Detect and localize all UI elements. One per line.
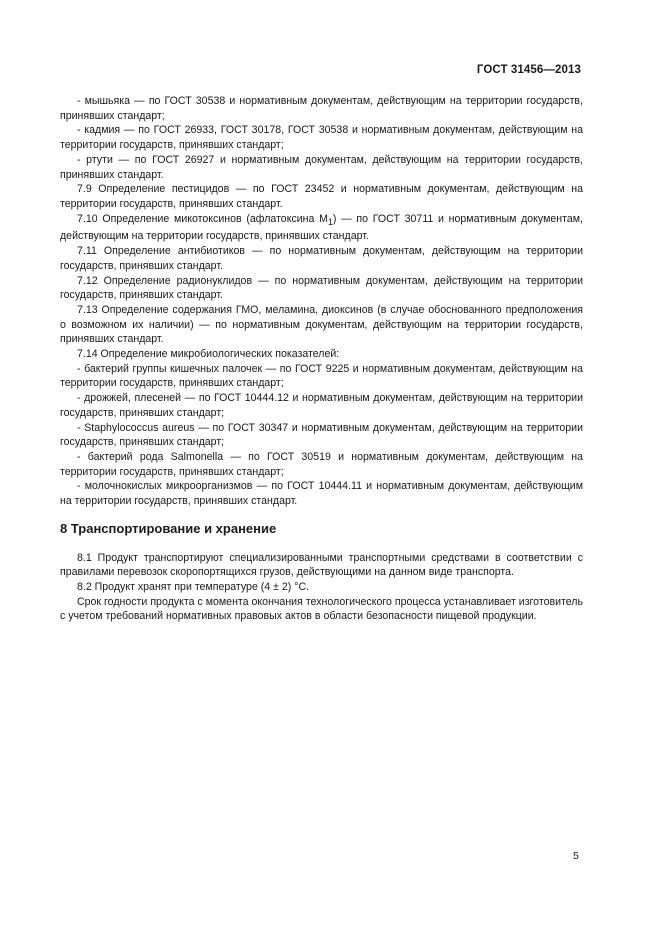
clause-7-10-after: ) — по ГОСТ 30711 и нормативным документам, действующим на территории государств, принявших стандарт. xyxy=(60,212,583,243)
list-item-staphylococcus: - Staphylococcus aureus — по ГОСТ 30347 и нормативным документам, действующим на территории государств, принявших стандарт; xyxy=(60,421,583,449)
standard-code: ГОСТ 31456—2013 xyxy=(476,64,581,76)
list-item-coliform: - бактерий группы кишечных палочек — по ГОСТ 9225 и нормативным документам, действующим на территории государств, принявших стандарт; xyxy=(60,362,583,390)
clause-8-2: 8.2 Продукт хранят при температуре (4 ± 2) °С. xyxy=(77,580,310,593)
shelf-life-paragraph: Срок годности продукта с момента окончания технологического процесса устанавливает изготовитель с учетом требований нормативных правовых актов в области безопасности пищевой продукции. xyxy=(60,595,583,623)
list-item-mercury: - ртути — по ГОСТ 26927 и нормативным документам, действующим на территории государств, принявших стандарт. xyxy=(60,153,583,181)
clause-7-9: 7.9 Определение пестицидов — по ГОСТ 23452 и нормативным документам, действующим на территории государств, принявших стандарт. xyxy=(60,183,583,210)
clause-7-13: 7.13 Определение содержания ГМО, меламина, диоксинов (в случае обоснованного предположения о возможном их наличии) — по нормативным документам, действующим на территории государств, принявших стандарт. xyxy=(60,303,583,346)
clause-7-10 xyxy=(60,212,583,245)
list-item-lactic: - молочнокислых микроорганизмов — по ГОСТ 10444.11 и нормативным документам, действующим на территории государств, принявших стандарт. xyxy=(60,480,583,508)
list-item-yeast-mold: - дрожжей, плесеней — по ГОСТ 10444.12 и нормативным документам, действующим на территории государств, принявших стандарт; xyxy=(60,392,583,419)
page-body xyxy=(60,94,583,624)
list-item-cadmium: - кадмия — по ГОСТ 26933, ГОСТ 30178, ГОСТ 30538 и нормативным документам, действующим на территории государств, принявших стандарт; xyxy=(60,124,583,152)
list-item-salmonella: - бактерий рода Salmonella — по ГОСТ 30519 и нормативным документам, действующим на территории государств, принявших стандарт; xyxy=(60,450,583,478)
clause-7-14: 7.14 Определение микробиологических показателей: xyxy=(77,348,340,361)
clause-8-1: 8.1 Продукт транспортируют специализированными транспортными средствами в соответствии с правилами перевозок скоропортящихся грузов, действующими на данном виде транспорта. xyxy=(60,551,583,579)
section-8-title: 8 Транспортирование и хранение xyxy=(60,520,277,536)
clause-7-10-before: 7.10 Определение микотоксинов (афлатоксина М xyxy=(77,212,328,225)
page-number: 5 xyxy=(573,850,579,862)
clause-7-10-subscript: 1 xyxy=(327,216,333,227)
clause-7-12: 7.12 Определение радионуклидов — по нормативным документам, действующим на территории государств, принявших стандарт. xyxy=(60,274,583,302)
list-item-arsenic: - мышьяка — по ГОСТ 30538 и нормативным документам, действующим на территории государств, принявших стандарт; xyxy=(60,95,583,122)
clause-7-11: 7.11 Определение антибиотиков — по нормативным документам, действующим на территории государств, принявших стандарт. xyxy=(60,245,583,272)
